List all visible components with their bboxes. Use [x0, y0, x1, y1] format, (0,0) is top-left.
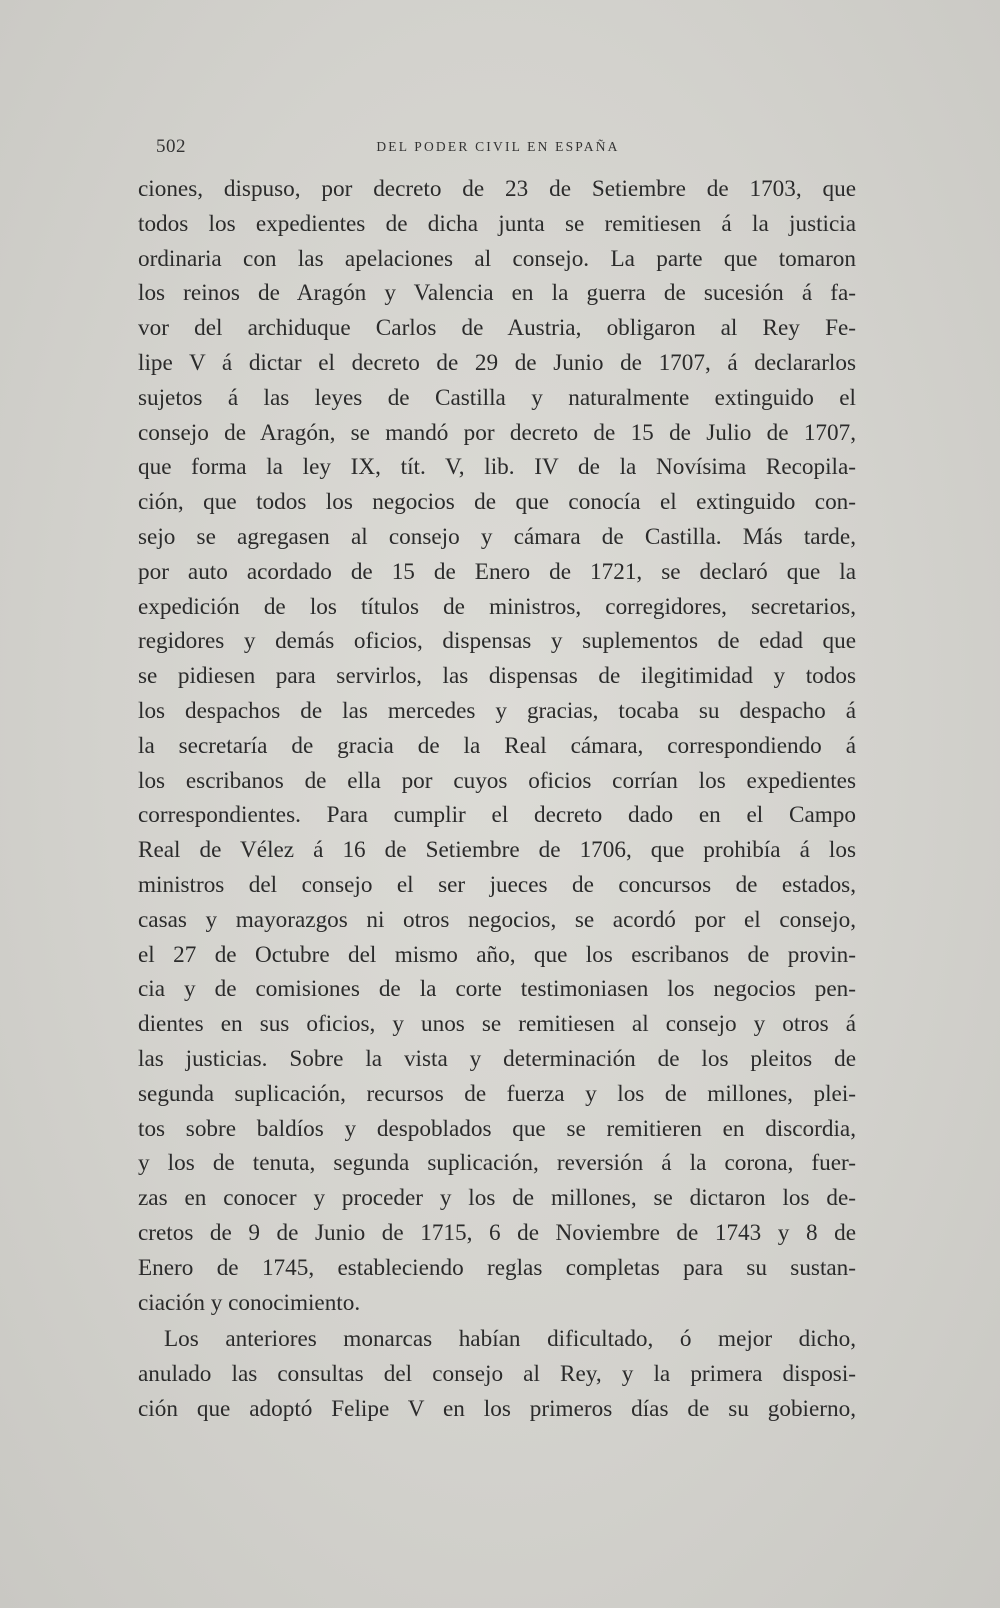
text-line: ción que adoptó Felipe V en los primeros días de su gobierno,: [138, 1395, 856, 1422]
text-line: sujetos á las leyes de Castilla y naturalmente extinguido el: [138, 384, 856, 411]
page-number: 502: [156, 136, 186, 157]
text-line: segunda suplicación, recursos de fuerza y los de millones, plei-: [138, 1080, 856, 1107]
text-line: ciones, dispuso, por decreto de 23 de Setiembre de 1703, que: [138, 176, 856, 202]
running-head: DEL PODER CIVIL EN ESPAÑA: [376, 139, 620, 154]
text-line: cia y de comisiones de la corte testimoniasen los negocios pen-: [138, 976, 856, 1003]
text-line: ministros del consejo el ser jueces de concursos de estados,: [138, 871, 856, 898]
text-line: el 27 de Octubre del mismo año, que los escribanos de provin-: [138, 941, 856, 968]
text-line: los reinos de Aragón y Valencia en la guerra de sucesión á fa-: [138, 280, 856, 307]
text-line: se pidiesen para servirlos, las dispensas de ilegitimidad y todos: [138, 663, 856, 690]
text-line: Los anteriores monarcas habían dificultado, ó mejor dicho,: [164, 1326, 856, 1353]
text-line: ciación y conocimiento.: [138, 1289, 361, 1316]
text-line: los escribanos de ella por cuyos oficios corrían los expedientes: [138, 767, 856, 794]
text-line: vor del archiduque Carlos de Austria, obligaron al Rey Fe-: [138, 315, 856, 342]
text-line: Real de Vélez á 16 de Setiembre de 1706, que prohibía á los: [138, 837, 856, 864]
body-text: [138, 172, 856, 1427]
text-line: lipe V á dictar el decreto de 29 de Junio de 1707, á declararlos: [138, 349, 856, 376]
text-line: dientes en sus oficios, y unos se remitiesen al consejo y otros á: [138, 1011, 856, 1038]
text-line: consejo de Aragón, se mandó por decreto de 15 de Julio de 1707,: [138, 419, 856, 446]
text-line: por auto acordado de 15 de Enero de 1721, se declaró que la: [138, 558, 856, 585]
paragraph: [138, 172, 856, 1320]
text-line: casas y mayorazgos ni otros negocios, se acordó por el consejo,: [138, 906, 856, 933]
text-line: y los de tenuta, segunda suplicación, reversión á la corona, fuer-: [138, 1150, 856, 1177]
text-line: todos los expedientes de dicha junta se remitiesen á la justicia: [138, 210, 856, 237]
text-line: zas en conocer y proceder y los de millones, se dictaron los de-: [138, 1185, 856, 1212]
text-line: que forma la ley IX, tít. V, lib. IV de la Novísima Recopila-: [138, 454, 856, 481]
paragraph: [138, 1322, 856, 1426]
text-line: los despachos de las mercedes y gracias, tocaba su despacho á: [138, 697, 856, 724]
text-line: expedición de los títulos de ministros, corregidores, secretarios,: [138, 593, 856, 620]
text-line: regidores y demás oficios, dispensas y suplementos de edad que: [138, 628, 856, 655]
text-line: la secretaría de gracia de la Real cámara, correspondiendo á: [138, 732, 856, 759]
text-line: Enero de 1745, estableciendo reglas completas para su sustan-: [138, 1254, 856, 1281]
page-header: [138, 136, 858, 162]
text-line: anulado las consultas del consejo al Rey, y la primera disposi-: [138, 1361, 856, 1388]
text-line: ción, que todos los negocios de que conocía el extinguido con-: [138, 489, 856, 516]
text-line: las justicias. Sobre la vista y determinación de los pleitos de: [138, 1045, 856, 1072]
text-line: sejo se agregasen al consejo y cámara de Castilla. Más tarde,: [138, 523, 856, 550]
text-line: correspondientes. Para cumplir el decreto dado en el Campo: [138, 802, 856, 829]
text-line: tos sobre baldíos y despoblados que se remitieren en discordia,: [138, 1115, 856, 1142]
text-line: ordinaria con las apelaciones al consejo. La parte que tomaron: [138, 245, 856, 272]
text-line: cretos de 9 de Junio de 1715, 6 de Noviembre de 1743 y 8 de: [138, 1219, 856, 1246]
